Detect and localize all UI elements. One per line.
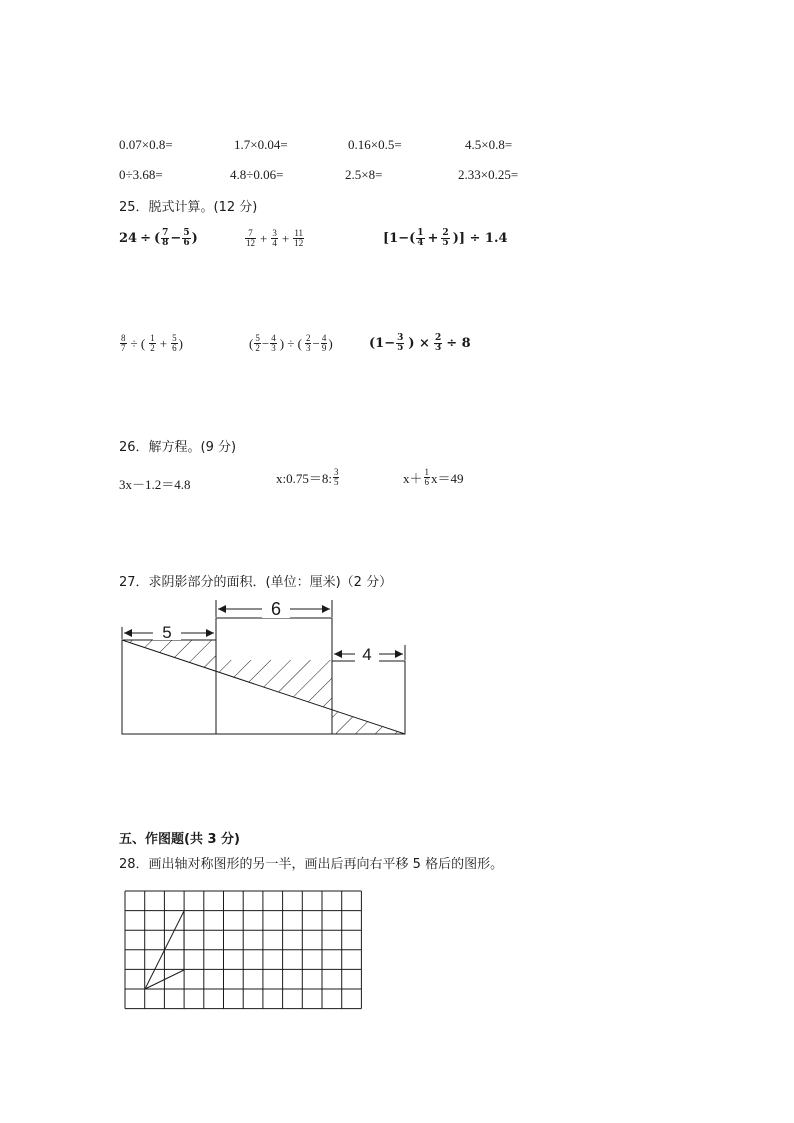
bracket: [1−( — [383, 231, 416, 246]
q28-title: 28．画出轴对称图形的另一半，画出后再向右平移 5 格后的图形。 — [119, 857, 504, 872]
operator: + — [260, 230, 268, 246]
equation-text: x＋ — [403, 471, 423, 486]
oral-item: 4.5×0.8= — [465, 137, 513, 152]
operator: ÷ — [140, 231, 151, 246]
fraction: $\frac{2}{3}$ — [434, 333, 442, 353]
fraction: $\frac{11}{12}$ — [294, 228, 304, 248]
fraction: $\frac{5}{6}$ — [172, 333, 177, 353]
fraction: $\frac{3}{5}$ — [397, 333, 404, 353]
oral-item: 0÷3.68= — [119, 167, 163, 182]
paren: ) — [191, 231, 198, 246]
operator: + — [427, 231, 439, 246]
oral-item: 0.07×0.8= — [119, 137, 173, 152]
operator: ) ÷ ( — [279, 335, 302, 351]
fraction: $\frac{5}{2}$ — [255, 333, 260, 353]
fraction: $\frac{8}{7}$ — [121, 333, 126, 353]
dimension-label-right: 4 — [362, 645, 372, 664]
equation-1: 3x－1.2＝4.8 — [119, 477, 191, 492]
fraction: $\frac{2}{3}$ — [305, 333, 311, 353]
bracket: )] ÷ 1.4 — [452, 231, 508, 246]
fraction: $\frac{1}{4}$ — [417, 228, 424, 248]
oral-item: 2.5×8= — [345, 167, 383, 182]
operator: ÷ ( — [130, 335, 146, 351]
dimension-label-middle: 6 — [270, 599, 282, 619]
q26-title: 26．解方程。(9 分) — [119, 440, 237, 455]
dimension-label-left: 5 — [162, 623, 172, 642]
paren: (1− — [369, 336, 396, 351]
operator: + — [159, 335, 168, 351]
fraction: $\frac{7}{8}$ — [162, 228, 169, 248]
oral-item: 2.33×0.25= — [458, 167, 519, 182]
operator: − — [261, 335, 270, 351]
equation-text: x＝49 — [431, 471, 464, 486]
fraction: $\frac{4}{3}$ — [271, 333, 276, 353]
operator: − — [170, 231, 182, 246]
number: 24 — [119, 231, 138, 246]
q25-title: 25．脱式计算。(12 分) — [119, 200, 258, 215]
paren: ( — [249, 335, 254, 351]
operator: ) × — [408, 336, 430, 351]
fraction: $\frac{1}{2}$ — [150, 333, 155, 353]
paren: ) — [328, 335, 333, 351]
fraction: $\frac{3}{4}$ — [272, 228, 277, 248]
paren: ) — [178, 335, 183, 351]
fraction: $\frac{2}{5}$ — [442, 228, 449, 248]
oral-item: 1.7×0.04= — [234, 137, 288, 152]
operator: + — [281, 230, 290, 246]
operator: − — [312, 335, 320, 351]
paren: ( — [154, 231, 161, 246]
fraction: $\frac{1}{6}$ — [424, 467, 430, 487]
fraction: $\frac{7}{12}$ — [246, 228, 255, 248]
q27-title: 27．求阴影部分的面积．(单位：厘米)（2 分） — [119, 575, 393, 590]
oral-item: 0.16×0.5= — [348, 137, 402, 152]
equation-text: x:0.75＝8: — [276, 471, 332, 486]
oral-item: 4.8÷0.06= — [230, 167, 284, 182]
section-5-title: 五、作图题(共 3 分) — [119, 832, 240, 847]
drawing-grid — [125, 891, 361, 1009]
operator: ÷ 8 — [446, 336, 471, 351]
fraction: $\frac{3}{5}$ — [333, 467, 339, 487]
fraction: $\frac{4}{9}$ — [321, 333, 327, 353]
fraction: $\frac{5}{6}$ — [183, 228, 190, 248]
